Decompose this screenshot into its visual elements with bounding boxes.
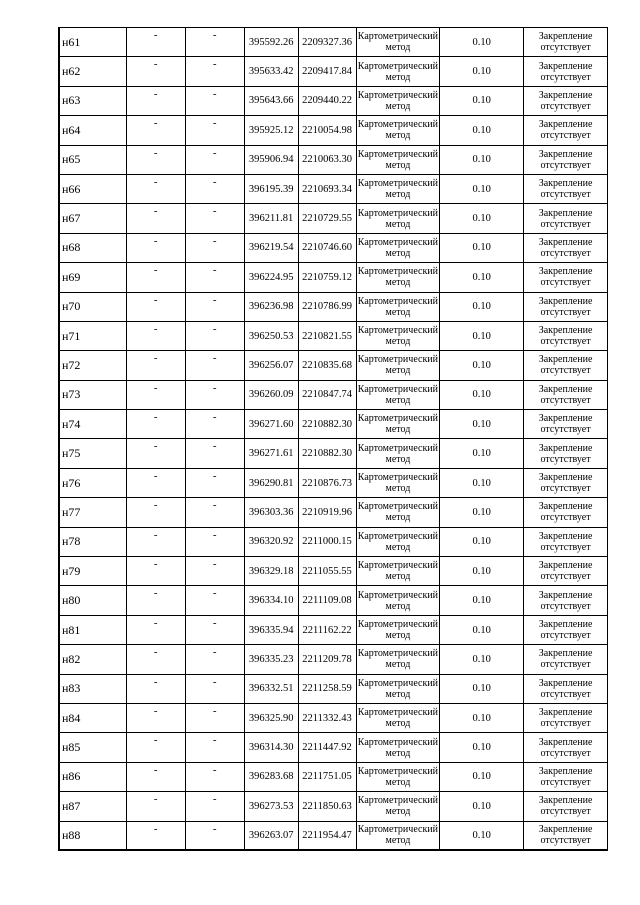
method-cell: Картометрический метод — [356, 821, 440, 850]
dash-cell-1: - — [126, 557, 185, 586]
point-name-cell: н62 — [59, 57, 126, 86]
method-cell: Картометрический метод — [356, 586, 440, 615]
dash-cell-2: - — [185, 792, 244, 821]
method-cell: Картометрический метод — [356, 733, 440, 762]
y-coordinate-cell: 2210746.60 — [298, 233, 356, 262]
fixing-cell: Закрепление отсутствует — [524, 498, 608, 527]
y-coordinate-cell: 2210882.30 — [298, 439, 356, 468]
method-cell: Картометрический метод — [356, 615, 440, 644]
method-cell: Картометрический метод — [356, 116, 440, 145]
point-name-cell: н71 — [59, 321, 126, 350]
accuracy-cell: 0.10 — [440, 439, 524, 468]
fixing-cell: Закрепление отсутствует — [524, 645, 608, 674]
point-name-cell: н88 — [59, 821, 126, 850]
dash-cell-2: - — [185, 439, 244, 468]
y-coordinate-cell: 2210786.99 — [298, 292, 356, 321]
dash-cell-1: - — [126, 204, 185, 233]
dash-cell-1: - — [126, 174, 185, 203]
dash-cell-1: - — [126, 233, 185, 262]
table-row — [59, 792, 608, 821]
method-cell: Картометрический метод — [356, 410, 440, 439]
method-cell: Картометрический метод — [356, 792, 440, 821]
point-name-cell: н68 — [59, 233, 126, 262]
dash-cell-1: - — [126, 468, 185, 497]
accuracy-cell: 0.10 — [440, 586, 524, 615]
fixing-cell: Закрепление отсутствует — [524, 674, 608, 703]
accuracy-cell: 0.10 — [440, 557, 524, 586]
table-row — [59, 615, 608, 644]
point-name-cell: н63 — [59, 86, 126, 115]
table-row — [59, 145, 608, 174]
dash-cell-2: - — [185, 468, 244, 497]
point-name-cell: н70 — [59, 292, 126, 321]
table-row — [59, 468, 608, 497]
x-coordinate-cell: 396325.90 — [244, 703, 298, 732]
method-cell: Картометрический метод — [356, 645, 440, 674]
table-row — [59, 263, 608, 292]
fixing-cell: Закрепление отсутствует — [524, 468, 608, 497]
y-coordinate-cell: 2210847.74 — [298, 380, 356, 409]
fixing-cell: Закрепление отсутствует — [524, 410, 608, 439]
point-name-cell: н65 — [59, 145, 126, 174]
point-name-cell: н85 — [59, 733, 126, 762]
y-coordinate-cell: 2210821.55 — [298, 321, 356, 350]
x-coordinate-cell: 396273.53 — [244, 792, 298, 821]
table-row — [59, 439, 608, 468]
y-coordinate-cell: 2211055.55 — [298, 557, 356, 586]
point-name-cell: н74 — [59, 410, 126, 439]
dash-cell-1: - — [126, 410, 185, 439]
dash-cell-1: - — [126, 498, 185, 527]
dash-cell-2: - — [185, 645, 244, 674]
accuracy-cell: 0.10 — [440, 57, 524, 86]
fixing-cell: Закрепление отсутствует — [524, 204, 608, 233]
dash-cell-1: - — [126, 380, 185, 409]
dash-cell-2: - — [185, 204, 244, 233]
y-coordinate-cell: 2210919.96 — [298, 498, 356, 527]
point-name-cell: н61 — [59, 28, 126, 57]
accuracy-cell: 0.10 — [440, 410, 524, 439]
accuracy-cell: 0.10 — [440, 145, 524, 174]
y-coordinate-cell: 2211954.47 — [298, 821, 356, 850]
method-cell: Картометрический метод — [356, 86, 440, 115]
method-cell: Картометрический метод — [356, 145, 440, 174]
table-row — [59, 351, 608, 380]
accuracy-cell: 0.10 — [440, 733, 524, 762]
method-cell: Картометрический метод — [356, 263, 440, 292]
x-coordinate-cell: 396211.81 — [244, 204, 298, 233]
fixing-cell: Закрепление отсутствует — [524, 792, 608, 821]
y-coordinate-cell: 2211751.05 — [298, 762, 356, 791]
table-row — [59, 762, 608, 791]
y-coordinate-cell: 2209327.36 — [298, 28, 356, 57]
x-coordinate-cell: 396303.36 — [244, 498, 298, 527]
method-cell: Картометрический метод — [356, 351, 440, 380]
method-cell: Картометрический метод — [356, 498, 440, 527]
dash-cell-1: - — [126, 703, 185, 732]
point-name-cell: н76 — [59, 468, 126, 497]
dash-cell-1: - — [126, 527, 185, 556]
dash-cell-2: - — [185, 762, 244, 791]
fixing-cell: Закрепление отсутствует — [524, 733, 608, 762]
accuracy-cell: 0.10 — [440, 86, 524, 115]
x-coordinate-cell: 395925.12 — [244, 116, 298, 145]
y-coordinate-cell: 2210054.98 — [298, 116, 356, 145]
fixing-cell: Закрепление отсутствует — [524, 174, 608, 203]
point-name-cell: н81 — [59, 615, 126, 644]
table-row — [59, 498, 608, 527]
x-coordinate-cell: 395906.94 — [244, 145, 298, 174]
point-name-cell: н82 — [59, 645, 126, 674]
point-name-cell: н86 — [59, 762, 126, 791]
dash-cell-1: - — [126, 439, 185, 468]
table-row — [59, 645, 608, 674]
accuracy-cell: 0.10 — [440, 674, 524, 703]
dash-cell-1: - — [126, 792, 185, 821]
boundary-points-table — [58, 27, 608, 851]
accuracy-cell: 0.10 — [440, 263, 524, 292]
dash-cell-2: - — [185, 57, 244, 86]
table-row — [59, 233, 608, 262]
method-cell: Картометрический метод — [356, 28, 440, 57]
dash-cell-1: - — [126, 762, 185, 791]
fixing-cell: Закрепление отсутствует — [524, 821, 608, 850]
y-coordinate-cell: 2211447.92 — [298, 733, 356, 762]
y-coordinate-cell: 2209440.22 — [298, 86, 356, 115]
table-row — [59, 380, 608, 409]
fixing-cell: Закрепление отсутствует — [524, 233, 608, 262]
dash-cell-1: - — [126, 292, 185, 321]
table-row — [59, 586, 608, 615]
fixing-cell: Закрепление отсутствует — [524, 116, 608, 145]
point-name-cell: н66 — [59, 174, 126, 203]
y-coordinate-cell: 2211000.15 — [298, 527, 356, 556]
y-coordinate-cell: 2210729.55 — [298, 204, 356, 233]
accuracy-cell: 0.10 — [440, 762, 524, 791]
table-row — [59, 821, 608, 850]
dash-cell-2: - — [185, 145, 244, 174]
table-row — [59, 674, 608, 703]
dash-cell-1: - — [126, 733, 185, 762]
point-name-cell: н79 — [59, 557, 126, 586]
dash-cell-1: - — [126, 645, 185, 674]
accuracy-cell: 0.10 — [440, 703, 524, 732]
dash-cell-2: - — [185, 527, 244, 556]
point-name-cell: н77 — [59, 498, 126, 527]
point-name-cell: н75 — [59, 439, 126, 468]
dash-cell-2: - — [185, 733, 244, 762]
table-row — [59, 292, 608, 321]
accuracy-cell: 0.10 — [440, 645, 524, 674]
fixing-cell: Закрепление отсутствует — [524, 57, 608, 86]
x-coordinate-cell: 396236.98 — [244, 292, 298, 321]
table-row — [59, 557, 608, 586]
y-coordinate-cell: 2211209.78 — [298, 645, 356, 674]
dash-cell-2: - — [185, 321, 244, 350]
method-cell: Картометрический метод — [356, 233, 440, 262]
accuracy-cell: 0.10 — [440, 174, 524, 203]
table-row — [59, 57, 608, 86]
method-cell: Картометрический метод — [356, 527, 440, 556]
dash-cell-2: - — [185, 498, 244, 527]
accuracy-cell: 0.10 — [440, 204, 524, 233]
dash-cell-2: - — [185, 586, 244, 615]
dash-cell-1: - — [126, 615, 185, 644]
dash-cell-2: - — [185, 380, 244, 409]
method-cell: Картометрический метод — [356, 468, 440, 497]
accuracy-cell: 0.10 — [440, 792, 524, 821]
table-row — [59, 410, 608, 439]
method-cell: Картометрический метод — [356, 674, 440, 703]
dash-cell-2: - — [185, 263, 244, 292]
dash-cell-2: - — [185, 86, 244, 115]
y-coordinate-cell: 2210876.73 — [298, 468, 356, 497]
table-row — [59, 116, 608, 145]
dash-cell-1: - — [126, 145, 185, 174]
x-coordinate-cell: 396271.60 — [244, 410, 298, 439]
y-coordinate-cell: 2211109.08 — [298, 586, 356, 615]
fixing-cell: Закрепление отсутствует — [524, 86, 608, 115]
dash-cell-2: - — [185, 28, 244, 57]
point-name-cell: н78 — [59, 527, 126, 556]
x-coordinate-cell: 395592.26 — [244, 28, 298, 57]
y-coordinate-cell: 2211162.22 — [298, 615, 356, 644]
dash-cell-2: - — [185, 674, 244, 703]
accuracy-cell: 0.10 — [440, 28, 524, 57]
x-coordinate-cell: 396219.54 — [244, 233, 298, 262]
y-coordinate-cell: 2210693.34 — [298, 174, 356, 203]
x-coordinate-cell: 396256.07 — [244, 351, 298, 380]
table-row — [59, 321, 608, 350]
dash-cell-2: - — [185, 174, 244, 203]
method-cell: Картометрический метод — [356, 762, 440, 791]
method-cell: Картометрический метод — [356, 292, 440, 321]
dash-cell-2: - — [185, 233, 244, 262]
x-coordinate-cell: 396334.10 — [244, 586, 298, 615]
method-cell: Картометрический метод — [356, 57, 440, 86]
accuracy-cell: 0.10 — [440, 351, 524, 380]
table-row — [59, 174, 608, 203]
dash-cell-2: - — [185, 292, 244, 321]
y-coordinate-cell: 2211258.59 — [298, 674, 356, 703]
x-coordinate-cell: 396335.23 — [244, 645, 298, 674]
dash-cell-1: - — [126, 674, 185, 703]
y-coordinate-cell: 2211332.43 — [298, 703, 356, 732]
accuracy-cell: 0.10 — [440, 321, 524, 350]
x-coordinate-cell: 396283.68 — [244, 762, 298, 791]
table-row — [59, 86, 608, 115]
accuracy-cell: 0.10 — [440, 292, 524, 321]
x-coordinate-cell: 396195.39 — [244, 174, 298, 203]
fixing-cell: Закрепление отсутствует — [524, 380, 608, 409]
fixing-cell: Закрепление отсутствует — [524, 263, 608, 292]
fixing-cell: Закрепление отсутствует — [524, 145, 608, 174]
dash-cell-2: - — [185, 351, 244, 380]
accuracy-cell: 0.10 — [440, 498, 524, 527]
x-coordinate-cell: 395633.42 — [244, 57, 298, 86]
accuracy-cell: 0.10 — [440, 116, 524, 145]
dash-cell-1: - — [126, 586, 185, 615]
method-cell: Картометрический метод — [356, 204, 440, 233]
accuracy-cell: 0.10 — [440, 233, 524, 262]
y-coordinate-cell: 2210835.68 — [298, 351, 356, 380]
dash-cell-1: - — [126, 263, 185, 292]
x-coordinate-cell: 396320.92 — [244, 527, 298, 556]
x-coordinate-cell: 396271.61 — [244, 439, 298, 468]
y-coordinate-cell: 2210882.30 — [298, 410, 356, 439]
dash-cell-1: - — [126, 57, 185, 86]
x-coordinate-cell: 395643.66 — [244, 86, 298, 115]
point-name-cell: н73 — [59, 380, 126, 409]
dash-cell-2: - — [185, 410, 244, 439]
accuracy-cell: 0.10 — [440, 821, 524, 850]
fixing-cell: Закрепление отсутствует — [524, 527, 608, 556]
dash-cell-2: - — [185, 821, 244, 850]
fixing-cell: Закрепление отсутствует — [524, 292, 608, 321]
y-coordinate-cell: 2211850.63 — [298, 792, 356, 821]
x-coordinate-cell: 396224.95 — [244, 263, 298, 292]
dash-cell-2: - — [185, 116, 244, 145]
fixing-cell: Закрепление отсутствует — [524, 351, 608, 380]
x-coordinate-cell: 396332.51 — [244, 674, 298, 703]
dash-cell-1: - — [126, 28, 185, 57]
method-cell: Картометрический метод — [356, 380, 440, 409]
accuracy-cell: 0.10 — [440, 380, 524, 409]
accuracy-cell: 0.10 — [440, 615, 524, 644]
x-coordinate-cell: 396250.53 — [244, 321, 298, 350]
fixing-cell: Закрепление отсутствует — [524, 439, 608, 468]
x-coordinate-cell: 396260.09 — [244, 380, 298, 409]
boundary-points-table-container — [58, 27, 608, 851]
fixing-cell: Закрепление отсутствует — [524, 28, 608, 57]
dash-cell-2: - — [185, 557, 244, 586]
fixing-cell: Закрепление отсутствует — [524, 321, 608, 350]
dash-cell-1: - — [126, 321, 185, 350]
dash-cell-2: - — [185, 615, 244, 644]
accuracy-cell: 0.10 — [440, 468, 524, 497]
point-name-cell: н84 — [59, 703, 126, 732]
method-cell: Картометрический метод — [356, 557, 440, 586]
point-name-cell: н80 — [59, 586, 126, 615]
table-row — [59, 28, 608, 57]
point-name-cell: н72 — [59, 351, 126, 380]
method-cell: Картометрический метод — [356, 703, 440, 732]
table-row — [59, 204, 608, 233]
fixing-cell: Закрепление отсутствует — [524, 586, 608, 615]
fixing-cell: Закрепление отсутствует — [524, 615, 608, 644]
x-coordinate-cell: 396263.07 — [244, 821, 298, 850]
fixing-cell: Закрепление отсутствует — [524, 762, 608, 791]
table-body — [59, 28, 608, 851]
y-coordinate-cell: 2210759.12 — [298, 263, 356, 292]
table-row — [59, 733, 608, 762]
fixing-cell: Закрепление отсутствует — [524, 557, 608, 586]
point-name-cell: н67 — [59, 204, 126, 233]
point-name-cell: н69 — [59, 263, 126, 292]
dash-cell-1: - — [126, 86, 185, 115]
point-name-cell: н87 — [59, 792, 126, 821]
dash-cell-2: - — [185, 703, 244, 732]
x-coordinate-cell: 396335.94 — [244, 615, 298, 644]
fixing-cell: Закрепление отсутствует — [524, 703, 608, 732]
method-cell: Картометрический метод — [356, 439, 440, 468]
x-coordinate-cell: 396329.18 — [244, 557, 298, 586]
y-coordinate-cell: 2210063.30 — [298, 145, 356, 174]
table-row — [59, 527, 608, 556]
accuracy-cell: 0.10 — [440, 527, 524, 556]
dash-cell-1: - — [126, 116, 185, 145]
method-cell: Картометрический метод — [356, 321, 440, 350]
x-coordinate-cell: 396290.81 — [244, 468, 298, 497]
table-row — [59, 703, 608, 732]
y-coordinate-cell: 2209417.84 — [298, 57, 356, 86]
method-cell: Картометрический метод — [356, 174, 440, 203]
point-name-cell: н64 — [59, 116, 126, 145]
x-coordinate-cell: 396314.30 — [244, 733, 298, 762]
dash-cell-1: - — [126, 351, 185, 380]
dash-cell-1: - — [126, 821, 185, 850]
point-name-cell: н83 — [59, 674, 126, 703]
